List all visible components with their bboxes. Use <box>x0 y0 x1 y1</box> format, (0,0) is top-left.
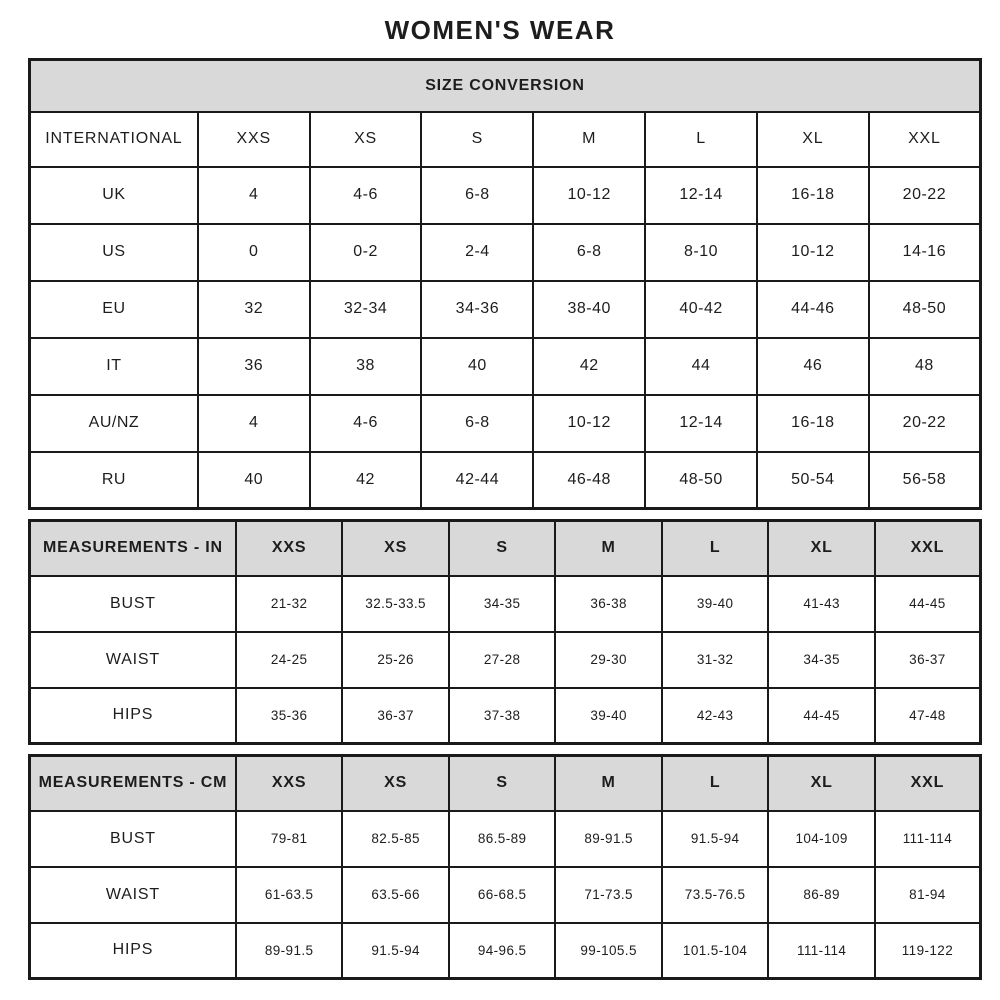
column-header: XS <box>342 521 449 576</box>
column-header: XXL <box>875 756 981 811</box>
measurements-cm-table <box>28 754 982 980</box>
table-row <box>30 632 981 688</box>
table-row <box>30 576 981 632</box>
cell-value: 20-22 <box>869 395 981 452</box>
cell-value: 66-68.5 <box>449 867 556 923</box>
measurements-cm-body <box>30 811 981 979</box>
cell-value: 27-28 <box>449 632 556 688</box>
cell-value: 34-35 <box>768 632 875 688</box>
table-band-row <box>30 521 981 576</box>
cell-value: 38-40 <box>533 281 645 338</box>
measurements-in-title: MEASUREMENTS - IN <box>30 521 236 576</box>
page-title: WOMEN'S WEAR <box>384 15 616 45</box>
cell-value: 12-14 <box>645 395 757 452</box>
cell-value: 4 <box>198 167 310 224</box>
row-label: WAIST <box>30 632 236 688</box>
table-row <box>30 923 981 979</box>
cell-value: 32.5-33.5 <box>342 576 449 632</box>
row-label: US <box>30 224 198 281</box>
cell-value: 32 <box>198 281 310 338</box>
cell-value: 14-16 <box>869 224 981 281</box>
cell-value: 48-50 <box>645 452 757 509</box>
size-conversion-body <box>30 167 981 509</box>
column-header: XL <box>768 756 875 811</box>
cell-value: 6-8 <box>533 224 645 281</box>
cell-value: 94-96.5 <box>449 923 556 979</box>
cell-value: 37-38 <box>449 688 556 744</box>
table-row <box>30 452 981 509</box>
cell-value: 81-94 <box>875 867 981 923</box>
column-header: L <box>662 756 769 811</box>
cell-value: 56-58 <box>869 452 981 509</box>
cell-value: 10-12 <box>533 167 645 224</box>
row-label: IT <box>30 338 198 395</box>
tables-container <box>28 58 982 980</box>
row-label: RU <box>30 452 198 509</box>
cell-value: 24-25 <box>236 632 343 688</box>
cell-value: 38 <box>310 338 422 395</box>
row-label: AU/NZ <box>30 395 198 452</box>
column-header: XS <box>310 112 422 167</box>
cell-value: 10-12 <box>757 224 869 281</box>
size-conversion-table <box>28 58 982 510</box>
cell-value: 104-109 <box>768 811 875 867</box>
size-conversion-title: SIZE CONVERSION <box>30 60 981 112</box>
cell-value: 32-34 <box>310 281 422 338</box>
cell-value: 50-54 <box>757 452 869 509</box>
cell-value: 4 <box>198 395 310 452</box>
column-header: M <box>533 112 645 167</box>
cell-value: 36-37 <box>875 632 981 688</box>
column-header: XL <box>757 112 869 167</box>
table-row <box>30 167 981 224</box>
cell-value: 48-50 <box>869 281 981 338</box>
table-row <box>30 811 981 867</box>
cell-value: 119-122 <box>875 923 981 979</box>
column-header: S <box>449 521 556 576</box>
cell-value: 42-44 <box>421 452 533 509</box>
cell-value: 16-18 <box>757 167 869 224</box>
cell-value: 34-36 <box>421 281 533 338</box>
cell-value: 46 <box>757 338 869 395</box>
row-label: HIPS <box>30 923 236 979</box>
row-label: WAIST <box>30 867 236 923</box>
cell-value: 4-6 <box>310 395 422 452</box>
column-header: M <box>555 756 662 811</box>
cell-value: 86.5-89 <box>449 811 556 867</box>
table-row <box>30 688 981 744</box>
cell-value: 71-73.5 <box>555 867 662 923</box>
international-header-row <box>30 112 981 167</box>
cell-value: 36-37 <box>342 688 449 744</box>
table-band-row <box>30 60 981 112</box>
row-label: HIPS <box>30 688 236 744</box>
cell-value: 16-18 <box>757 395 869 452</box>
column-header: XL <box>768 521 875 576</box>
cell-value: 46-48 <box>533 452 645 509</box>
table-row <box>30 395 981 452</box>
cell-value: 29-30 <box>555 632 662 688</box>
cell-value: 111-114 <box>768 923 875 979</box>
cell-value: 111-114 <box>875 811 981 867</box>
cell-value: 86-89 <box>768 867 875 923</box>
cell-value: 31-32 <box>662 632 769 688</box>
cell-value: 10-12 <box>533 395 645 452</box>
table-row <box>30 281 981 338</box>
cell-value: 40-42 <box>645 281 757 338</box>
cell-value: 25-26 <box>342 632 449 688</box>
row-label: BUST <box>30 576 236 632</box>
cell-value: 39-40 <box>662 576 769 632</box>
column-header: XXS <box>198 112 310 167</box>
cell-value: 0-2 <box>310 224 422 281</box>
table-row <box>30 224 981 281</box>
table-row <box>30 867 981 923</box>
column-header: XS <box>342 756 449 811</box>
cell-value: 35-36 <box>236 688 343 744</box>
cell-value: 91.5-94 <box>662 811 769 867</box>
column-header: XXL <box>875 521 981 576</box>
cell-value: 101.5-104 <box>662 923 769 979</box>
cell-value: 63.5-66 <box>342 867 449 923</box>
cell-value: 89-91.5 <box>555 811 662 867</box>
cell-value: 36 <box>198 338 310 395</box>
cell-value: 40 <box>421 338 533 395</box>
cell-value: 12-14 <box>645 167 757 224</box>
cell-value: 42 <box>533 338 645 395</box>
cell-value: 48 <box>869 338 981 395</box>
measurements-in-body <box>30 576 981 744</box>
cell-value: 91.5-94 <box>342 923 449 979</box>
column-header: L <box>645 112 757 167</box>
row-label: BUST <box>30 811 236 867</box>
cell-value: 82.5-85 <box>342 811 449 867</box>
cell-value: 42-43 <box>662 688 769 744</box>
cell-value: 89-91.5 <box>236 923 343 979</box>
column-header: XXL <box>869 112 981 167</box>
cell-value: 36-38 <box>555 576 662 632</box>
column-header: INTERNATIONAL <box>30 112 198 167</box>
cell-value: 34-35 <box>449 576 556 632</box>
cell-value: 21-32 <box>236 576 343 632</box>
row-label: EU <box>30 281 198 338</box>
cell-value: 6-8 <box>421 395 533 452</box>
measurements-cm-title: MEASUREMENTS - CM <box>30 756 236 811</box>
cell-value: 79-81 <box>236 811 343 867</box>
cell-value: 47-48 <box>875 688 981 744</box>
cell-value: 8-10 <box>645 224 757 281</box>
cell-value: 73.5-76.5 <box>662 867 769 923</box>
table-band-row <box>30 756 981 811</box>
cell-value: 39-40 <box>555 688 662 744</box>
row-label: UK <box>30 167 198 224</box>
cell-value: 4-6 <box>310 167 422 224</box>
table-row <box>30 338 981 395</box>
cell-value: 61-63.5 <box>236 867 343 923</box>
cell-value: 6-8 <box>421 167 533 224</box>
cell-value: 44 <box>645 338 757 395</box>
column-header: XXS <box>236 521 343 576</box>
cell-value: 0 <box>198 224 310 281</box>
column-header: S <box>449 756 556 811</box>
column-header: XXS <box>236 756 343 811</box>
column-header: S <box>421 112 533 167</box>
cell-value: 40 <box>198 452 310 509</box>
measurements-in-table <box>28 519 982 745</box>
cell-value: 99-105.5 <box>555 923 662 979</box>
column-header: M <box>555 521 662 576</box>
column-header: L <box>662 521 769 576</box>
cell-value: 44-45 <box>768 688 875 744</box>
cell-value: 42 <box>310 452 422 509</box>
cell-value: 2-4 <box>421 224 533 281</box>
cell-value: 41-43 <box>768 576 875 632</box>
cell-value: 20-22 <box>869 167 981 224</box>
cell-value: 44-45 <box>875 576 981 632</box>
cell-value: 44-46 <box>757 281 869 338</box>
